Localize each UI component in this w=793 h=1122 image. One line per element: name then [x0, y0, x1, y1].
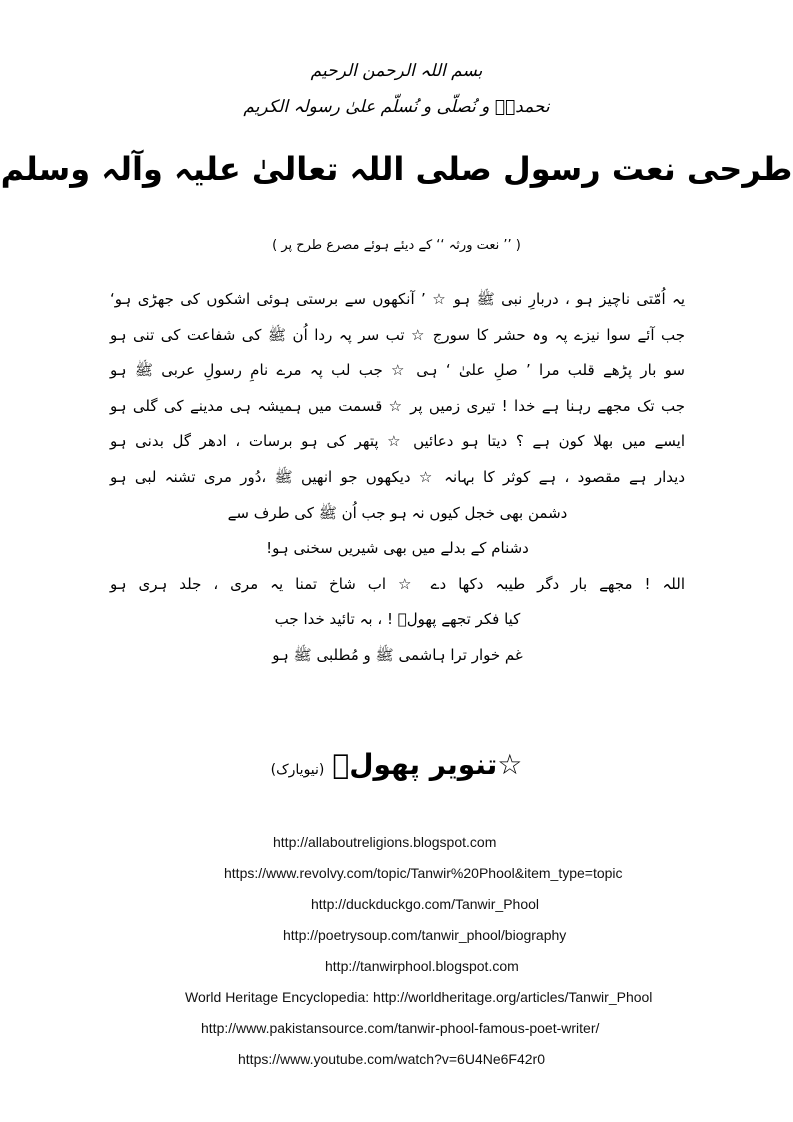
verse-line: سو بار پڑھے قلب مرا ’ صلِ علیٰ ‘ ہی ☆ جب لب پہ مرے نامِ رسولِ عربی ﷺ ہو	[110, 361, 685, 380]
verse-line: دشنام کے بدلے میں بھی شیریں سخنی ہو!	[266, 539, 529, 558]
naat-verses	[110, 282, 685, 674]
link-tanwirphool-blog[interactable]: http://tanwirphool.blogspot.com	[325, 958, 519, 974]
link-revolvy[interactable]: https://www.revolvy.com/topic/Tanwir%20Phool&item_type=topic	[224, 865, 623, 881]
verse-line: جب آئے سوا نیزے پہ وہ حشر کا سورج ☆ تب سر پہ ردا اُن ﷺ کی شفاعت کی تنی ہو	[110, 325, 685, 344]
verse-line: کیا فکر تجھے پھولؔ ! ، بہ تائید خدا جب	[274, 610, 521, 629]
verse-line: یہ اُمّتی ناچیز ہو ، دربارِ نبی ﷺ ہو ☆ ’ آنکھوں سے برستی ہوئی اشکوں کی جھڑی ہو‘	[110, 290, 685, 308]
bismillah-line: بسم اللہ الرحمن الرحیم	[310, 61, 483, 81]
poet-signature	[0, 748, 793, 781]
link-pakistansource[interactable]: http://www.pakistansource.com/tanwir-phool-famous-poet-writer/	[201, 1020, 600, 1036]
hamd-line: نحمدہٗ و نُصلّی و نُسلّم علیٰ رسولہ الکریم	[243, 97, 550, 117]
star-icon: ☆	[497, 748, 523, 781]
verse-line: دیدار ہے مقصود ، ہے کوثر کا بہانہ ☆ دیکھوں جو انھیں ﷺ ،دُور مری تشنہ لبی ہو	[110, 467, 685, 486]
poet-place: (نیویارک)	[270, 762, 325, 778]
link-poetrysoup[interactable]: http://poetrysoup.com/tanwir_phool/biography	[283, 927, 567, 943]
verse-line: دشمن بھی خجل کیوں نہ ہو جب اُن ﷺ کی طرف سے	[227, 503, 568, 522]
poet-name: تنویر پھولؔ	[332, 748, 498, 781]
verse-line: ایسے میں بھلا کون ہے ؟ دیتا ہو دعائیں ☆ پتھر کی ہو برسات ، ادھر گل بدنی ہو	[110, 432, 685, 451]
verse-line: جب تک مجھے رہنا ہے خدا ! تیری زمیں پر ☆ قسمت میں ہمیشہ ہی مدینے کی گلی ہو	[110, 396, 685, 415]
verse-line: غم خوار ترا ہاشمی ﷺ و مُطلبی ﷺ ہو	[272, 645, 523, 664]
page-title: طرحی نعت رسول صلی اللہ تعالیٰ علیہ وآلہ وسلم	[0, 150, 793, 188]
link-youtube[interactable]: https://www.youtube.com/watch?v=6U4Ne6F42r0	[238, 1051, 545, 1067]
verse-line: اللہ ! مجھے بار دگر طیبہ دکھا دے ☆ اب شاخ تمنا یہ مری ، جلد ہری ہو	[110, 574, 685, 593]
page-subtitle: ( ’’ نعت ورثہ ‘‘ کے دیئے ہوئے مصرع طرح پر )	[272, 238, 521, 253]
link-duckduckgo[interactable]: http://duckduckgo.com/Tanwir_Phool	[311, 896, 540, 912]
link-worldheritage[interactable]: World Heritage Encyclopedia: http://worldheritage.org/articles/Tanwir_Phool	[185, 989, 653, 1005]
link-allaboutreligions[interactable]: http://allaboutreligions.blogspot.com	[273, 834, 497, 850]
